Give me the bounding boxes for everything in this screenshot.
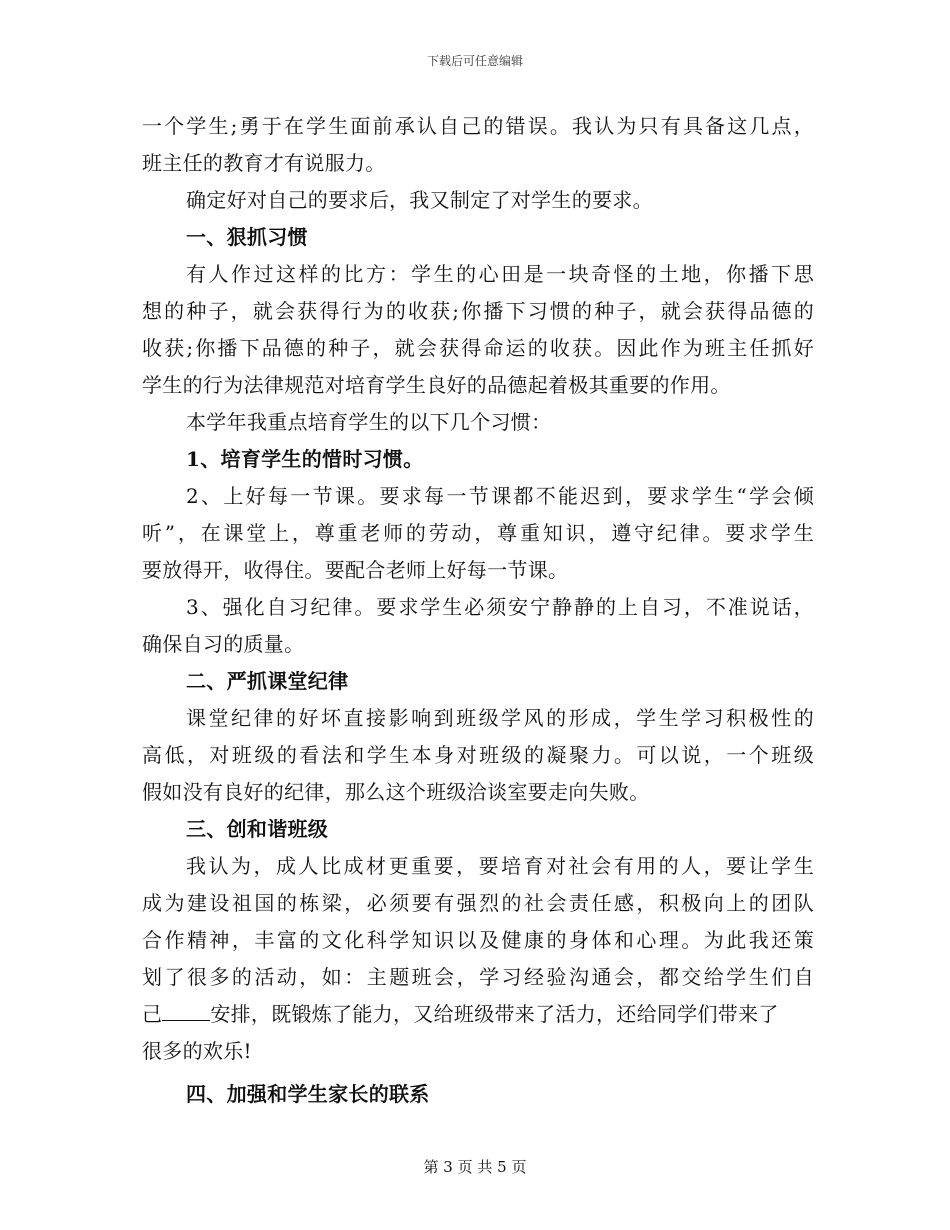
section-heading-2: 二、严抓课堂纪律 xyxy=(186,669,349,693)
paragraph-line: 我认为，成人比成材更重要，要培育对社会有用的人，要让学生 xyxy=(186,854,814,878)
paragraph-line: 3、强化自习纪律。要求学生必须安宁静静的上自习，不准说话， xyxy=(186,595,814,619)
paragraph-line: 确定好对自己的要求后，我又制定了对学生的要求。 xyxy=(186,188,653,212)
line-text-before-blank: 己 xyxy=(142,1002,163,1026)
paragraph-line: 本学年我重点培育学生的以下几个习惯： xyxy=(186,410,552,434)
paragraph-line: 收获;你播下品德的种子，就会获得命运的收获。因此作为班主任抓好 xyxy=(142,336,814,360)
line-text-after-blank: 安排，既锻炼了能力，又给班级带来了活力，还给同学们带来了 xyxy=(210,1002,779,1026)
paragraph-line: 高低，对班级的看法和学生本身对班级的凝聚力。可以说，一个班级 xyxy=(142,743,814,767)
section-heading-3: 三、创和谐班级 xyxy=(186,817,329,841)
paragraph-line: 划了很多的活动，如：主题班会，学习经验沟通会，都交给学生们自 xyxy=(142,965,814,989)
section-heading-4: 四、加强和学生家长的联系 xyxy=(186,1082,430,1106)
paragraph-line-with-blank xyxy=(142,996,814,1033)
paragraph-line: 班主任的教育才有说服力。 xyxy=(142,151,386,175)
paragraph-line: 听”，在课堂上，尊重老师的劳动，尊重知识，遵守纪律。要求学生 xyxy=(142,521,814,545)
paragraph-line: 课堂纪律的好坏直接影响到班级学风的形成，学生学习积极性的 xyxy=(186,706,814,730)
paragraph-line: 2、上好每一节课。要求每一节课都不能迟到，要求学生“学会倾 xyxy=(186,484,814,508)
paragraph-line: 确保自习的质量。 xyxy=(142,632,305,656)
paragraph-line: 成为建设祖国的栋梁，必须要有强烈的社会责任感，积极向上的团队 xyxy=(142,891,814,915)
paragraph-line: 学生的行为法律规范对培育学生良好的品德起着极其重要的作用。 xyxy=(142,373,731,397)
page-number: 第 3 页 共 5 页 xyxy=(423,1158,527,1176)
document-body xyxy=(142,108,814,1113)
fill-in-blank xyxy=(162,1002,210,1021)
paragraph-line: 一个学生;勇于在学生面前承认自己的错误。我认为只有具备这几点， xyxy=(142,114,814,138)
page-header: 下载后可任意编辑 xyxy=(426,54,523,68)
paragraph-line: 很多的欢乐! xyxy=(142,1039,252,1063)
section-heading-1: 一、狠抓习惯 xyxy=(186,225,308,249)
paragraph-line: 有人作过这样的比方：学生的心田是一块奇怪的土地，你播下思 xyxy=(186,262,814,286)
paragraph-line: 假如没有良好的纪律，那么这个班级洽谈室要走向失败。 xyxy=(142,780,650,804)
sub-heading-habit-1: 1、培育学生的惜时习惯。 xyxy=(186,447,424,471)
paragraph-line: 合作精神，丰富的文化科学知识以及健康的身体和心理。为此我还策 xyxy=(142,928,814,952)
paragraph-line: 想的种子，就会获得行为的收获;你播下习惯的种子，就会获得品德的 xyxy=(142,299,814,323)
paragraph-line: 要放得开，收得住。要配合老师上好每一节课。 xyxy=(142,558,569,582)
